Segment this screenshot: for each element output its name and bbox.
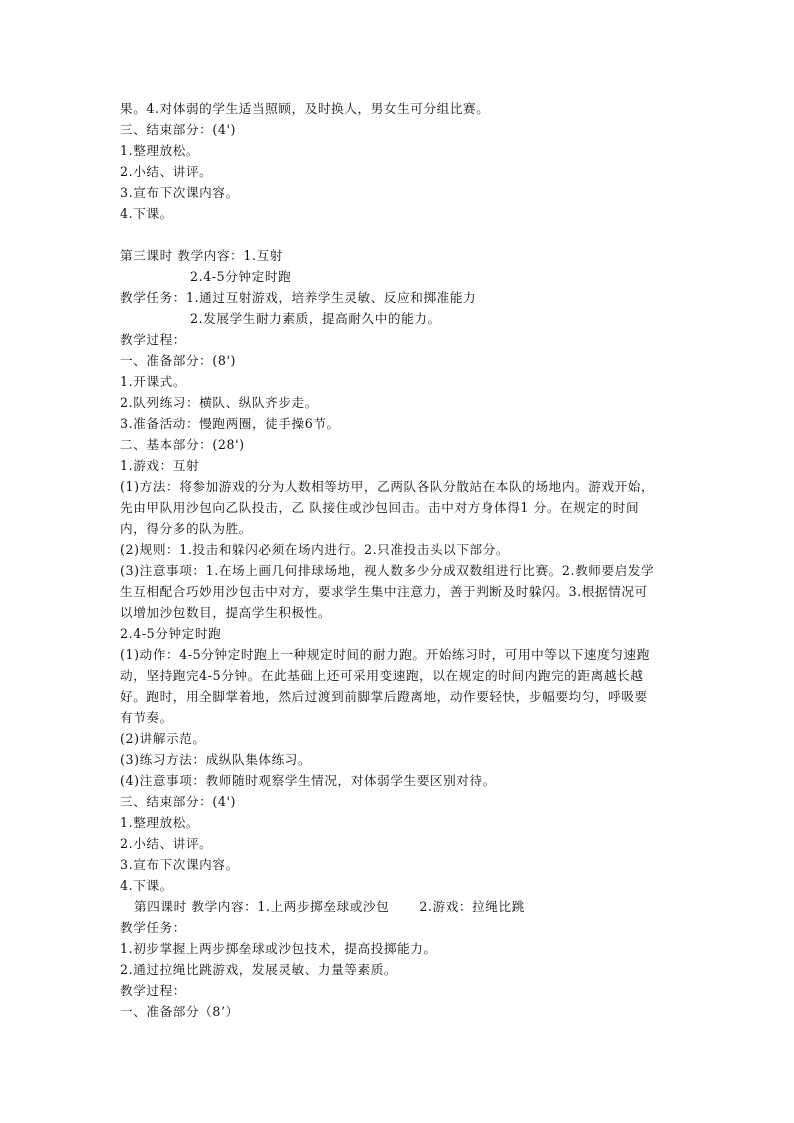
text-line: (3)注意事项：1.在场上画几何排球场地，视人数多少分成双数组进行比赛。2.教师要启发学 [120, 563, 655, 578]
text-line: 1.开课式。 [120, 374, 186, 389]
text-line: (3)练习方法：成纵队集体练习。 [120, 752, 312, 767]
text-line: 生互相配合巧妙用沙包击中对方，要求学生集中注意力，善于判断及时躲闪。3.根据情况可 [120, 584, 648, 599]
text-line: 内，得分多的队为胜。 [120, 521, 252, 536]
lesson-heading: 第三课时 教学内容：1.互射 [120, 248, 283, 263]
text-line: 1.整理放松。 [120, 143, 200, 158]
section-heading: 教学过程： [120, 983, 186, 998]
text-line: (4)注意事项：教师随时观察学生情况，对体弱学生要区别对待。 [120, 773, 496, 788]
section-heading: 教学任务： [120, 920, 186, 935]
lesson-heading [134, 896, 686, 917]
text-line: 2.小结、讲评。 [120, 836, 213, 851]
section-heading: 二、基本部分：(28') [120, 437, 245, 452]
text-line: (1)方法：将参加游戏的分为人数相等坊甲，乙两队各队分散站在本队的场地内。游戏开始， [120, 479, 655, 494]
text-line: 4.下课。 [120, 206, 173, 221]
text-line: 4.下课。 [120, 878, 173, 893]
text-line: 先由甲队用沙包向乙队投击，乙 队接住或沙包回击。击中对方身体得1 分。在规定的时间 [120, 500, 640, 515]
text-line: 2.小结、讲评。 [120, 164, 213, 179]
section-heading: 一、准备部分（8’） [120, 1004, 239, 1019]
text-line: (1)动作：4-5分钟定时跑上一种规定时间的耐力跑。开始练习时，可用中等以下速度匀速跑 [120, 647, 650, 662]
text-line: 3.宣布下次课内容。 [120, 857, 239, 872]
text-line: (2)规则：1.投击和躲闪必须在场内进行。2.只准投击头以下部分。 [120, 542, 510, 557]
text-line: 3.准备活动：慢跑两圈，徒手操6节。 [120, 416, 340, 431]
text-line: 以增加沙包数目，提高学生积极性。 [120, 605, 332, 620]
text-line: 2.4-5分钟定时跑 [190, 269, 292, 284]
text-line: 1.游戏：互射 [120, 458, 200, 473]
text-line: 3.宣布下次课内容。 [120, 185, 239, 200]
lesson-heading-part2: 2.游戏：拉绳比跳 [419, 899, 525, 914]
text-line: (2)讲解示范。 [120, 731, 206, 746]
section-heading: 三、结束部分：(4') [120, 122, 237, 137]
text-line: 2.队列练习：横队、纵队齐步走。 [120, 395, 318, 410]
text-line: 教学任务：1.通过互射游戏，培养学生灵敏、反应和掷准能力 [120, 290, 477, 305]
section-heading: 教学过程： [120, 332, 186, 347]
text-line: 2.4-5分钟定时跑 [120, 626, 222, 641]
section-heading: 一、准备部分：(8') [120, 353, 237, 368]
text-line: 果。4.对体弱的学生适当照顾，及时换人，男女生可分组比赛。 [120, 101, 490, 116]
section-heading: 三、结束部分：(4') [120, 794, 237, 809]
text-line: 动，坚持跑完4-5分钟。在此基础上还可采用变速跑，以在规定的时间内跑完的距离越长越 [120, 668, 644, 683]
text-line: 有节奏。 [120, 710, 173, 725]
lesson-heading-part1: 第四课时 教学内容：1.上两步掷垒球或沙包 [134, 899, 390, 914]
text-line: 2.通过拉绳比跳游戏，发展灵敏、力量等素质。 [120, 962, 398, 977]
text-line: 好。跑时，用全脚掌着地，然后过渡到前脚掌后蹬离地，动作要轻快，步幅要均匀，呼吸要 [120, 689, 648, 704]
text-line: 1.整理放松。 [120, 815, 200, 830]
text-line: 2.发展学生耐力素质，提高耐久中的能力。 [190, 311, 441, 326]
text-line: 1.初步掌握上两步掷垒球或沙包技术，提高投掷能力。 [120, 941, 437, 956]
